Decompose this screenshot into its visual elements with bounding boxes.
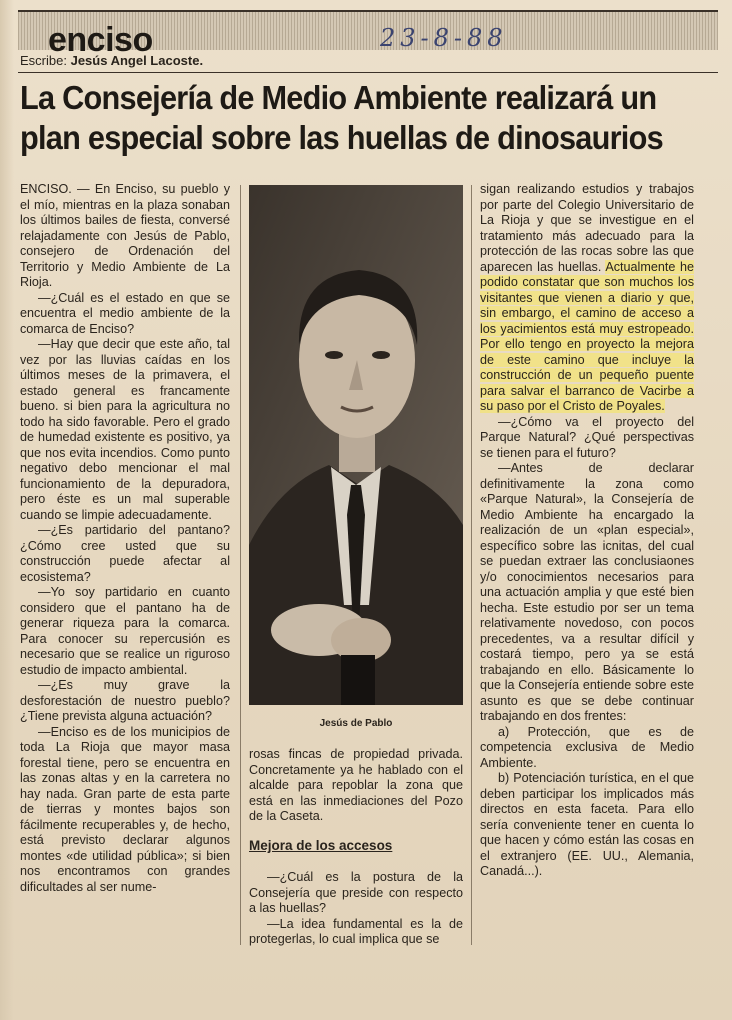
paragraph: —¿Cuál es la postura de la Consejería que preside con respecto a las huellas? [249,870,463,915]
paragraph: —Yo soy partidario en cuanto considero que el pantano ha de generar riqueza para la comarca. Para conocer su repercusión es necesario que se realice un riguroso estudio de impacto ambiental. [20,585,230,677]
byline [20,53,203,68]
paragraph: —¿Es partidario del pantano? ¿Cómo cree usted que su construcción puede afectar al ecosistema? [20,523,230,584]
portrait-photo-icon [249,185,463,705]
paragraph: b) Potenciación turística, en el que deben participar los implicados más directos en esta faceta. Para ello sería conveniente tener en cuenta lo que hacen y cómo están las cosas en el extranjero (EE. UU., Alemania, Canadá...). [480,771,694,878]
portrait-photo-illustration [249,185,463,705]
photo-caption: Jesús de Pablo [319,718,393,729]
paragraph [480,182,694,415]
section-subheading: Mejora de los accesos [249,838,393,853]
paragraph: —Enciso es de los municipios de toda La Rioja que mayor masa forestal tiene, pero se encuentra en las zonas altas y en la carretera no hay nada. Gran parte de esta parte de tierras y montes bajos son fácilmente recuperables y, de hecho, está previsto declarar algunos montes «de utilidad pública»; si bien nos encontramos con grandes dificultades al ser nume- [20,724,230,894]
section-name: enciso [48,21,153,59]
paragraph: ENCISO. — En Enciso, su pueblo y el mío, mientras en la plaza sonaban los últimos bailes de fiesta, conversé relajadamente con Jesús de Pablo, consejero de Ordenación del Territorio y Medio Ambiente de La Rioja. [20,182,230,289]
byline-author: Jesús Angel Lacoste. [70,53,204,68]
paragraph: —Antes de declarar definitivamente la zona como «Parque Natural», la Consejería de Medio Ambiente ha encargado la realización de un «plan especial», específico sobre las icnitas, del cual se puedan extraer las conclusiaones y/o conocimientos necesarios para una actuación amplia y que esté bien hecha. Este estudio por ser un tema relativamente novedoso, con pocos precedentes, va a resultar difícil y costará tiempo, pero ya se está trabajando en ello. Básicamente lo que la Consejería entiende sobre este asunto es que se debe continuar trabajando en dos frentes: [480,461,694,723]
highlighted-text: Actualmente he podido constatar que son muchos los visitantes que vienen a diario y que, sin embargo, el camino de acceso a los yacimientos está muy estropeado. Por ello tengo en proyecto la mejora de este camino que incluye la construcción de un pequeño puente para salvar el barranco de Vacirbe a su paso por el Cristo de Poyales. [480,259,695,413]
paragraph: —¿Cómo va el proyecto del Parque Natural? ¿Qué perspectivas se tienen para el futuro? [480,414,694,460]
paper-edge-stain [0,0,14,1020]
paragraph: —¿Es muy grave la desforestación de nuestro pueblo? ¿Tiene prevista alguna actuación? [20,678,230,723]
paragraph: —Hay que decir que este año, tal vez por las lluvias caídas en los últimos meses de la primavera, el estado general es francamente bueno. si bien para la agricultura no todo ha sido favorable. Pero el grado de humedad existente es positivo, ya que nos evita incendios. Como punto negativo debo mencionar el mal funcionamiento de la depuradora, pero éste es un mal superable cuando se limpie adecuadamente. [20,337,230,522]
article-column-3 [480,182,694,880]
article-column-2 [249,747,463,825]
paragraph: —¿Cuál es el estado en que se encuentra el medio ambiente de la comarca de Enciso? [20,290,230,336]
byline-label: Escribe: [20,53,67,68]
article-column-1 [20,182,230,895]
paragraph: a) Protección, que es de competencia exclusiva de Medio Ambiente. [480,724,694,770]
headline: La Consejería de Medio Ambiente realizará un plan especial sobre las huellas de dinosaurios [20,79,663,156]
paragraph-text: sigan realizando estudios y trabajos por parte del Colegio Universitario de La Rioja y que se investigue en el tratamiento más adecuado para la protección de las rocas sobre las que aparecen las huellas. [480,182,694,274]
section-banner [18,10,718,59]
paragraph: —La idea fundamental es la de protegerlas, lo cual implica que se [249,916,463,946]
paragraph: rosas fincas de propiedad privada. Concretamente ya he hablado con el alcalde para repoblar la zona que está en las inmediaciones del Pozo de la Caseta. [249,747,463,823]
handwritten-date: 23-8-88 [380,24,508,52]
article-column-2-continued [249,870,463,948]
byline-rule [18,72,718,73]
column-divider [471,185,472,945]
column-divider [240,185,241,945]
